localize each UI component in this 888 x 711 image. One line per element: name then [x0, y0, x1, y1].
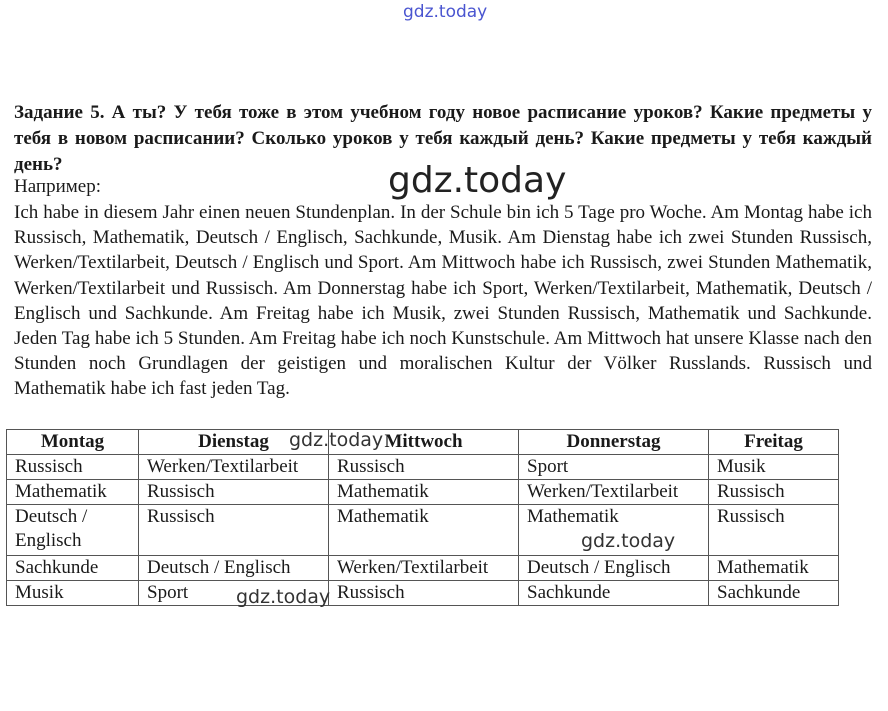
schedule-table: [6, 429, 839, 606]
table-cell: Mathematik: [329, 505, 519, 556]
table-cell: Russisch: [329, 581, 519, 606]
table-cell: Sachkunde: [519, 581, 709, 606]
watermark-top: gdz.today: [403, 2, 488, 22]
watermark-table-2: gdz.today: [581, 530, 676, 552]
header-donnerstag: Donnerstag: [519, 430, 709, 455]
table-cell: Werken/Textilarbeit: [519, 480, 709, 505]
watermark-table-3: gdz.today: [236, 586, 331, 608]
table-row: [7, 505, 839, 556]
table-row: [7, 480, 839, 505]
table-row: [7, 455, 839, 480]
table-cell: Sachkunde: [709, 581, 839, 606]
header-mittwoch: Mittwoch: [329, 430, 519, 455]
watermark-table-1: gdz.today: [289, 429, 384, 451]
table-cell: Russisch: [7, 455, 139, 480]
table-cell: Mathematik: [329, 480, 519, 505]
table-row: [7, 581, 839, 606]
table-cell: Musik: [7, 581, 139, 606]
table-cell: Sport: [139, 581, 329, 606]
table-cell: Musik: [709, 455, 839, 480]
table-cell: Mathematik: [519, 505, 709, 556]
table-cell: Mathematik: [709, 556, 839, 581]
table-cell: Deutsch / Englisch: [139, 556, 329, 581]
table-cell: Russisch: [709, 505, 839, 556]
table-cell: Russisch: [329, 455, 519, 480]
header-freitag: Freitag: [709, 430, 839, 455]
table-cell: Werken/Textilarbeit: [329, 556, 519, 581]
watermark-center: gdz.today: [388, 160, 567, 201]
example-label: Например:: [14, 176, 101, 197]
example-text: Ich habe in diesem Jahr einen neuen Stundenplan. In der Schule bin ich 5 Tage pro Woche. Am Montag habe ich Russisch, Mathematik, Deutsch / Englisch, Sachkunde, Musik. Am Dienstag habe ich zwei Stunden Russisch, Werken/Textilarbeit, Deutsch / Englisch und Sport. Am Mittwoch habe ich Russisch, zwei Stunden Mathematik, Werken/Textilarbeit und Russisch. Am Donnerstag habe ich Sport, Werken/Textilarbeit, Mathematik, Deutsch / Englisch und Sachkunde. Am Freitag habe ich Musik, zwei Stunden Russisch, Mathematik und Sachkunde. Jeden Tag habe ich 5 Stunden. Am Freitag habe ich noch Kunstschule. Am Mittwoch hat unsere Klasse nach den Stunden noch Grundlagen der geistigen und moralischen Kultur der Völker Russlands. Russisch und Mathematik habe ich fast jeden Tag.: [14, 202, 872, 400]
table-cell: Russisch: [139, 480, 329, 505]
table-cell: Sachkunde: [7, 556, 139, 581]
header-dienstag: Dienstag: [139, 430, 329, 455]
header-montag: Montag: [7, 430, 139, 455]
table-cell: Sport: [519, 455, 709, 480]
table-cell: Deutsch / Englisch: [7, 505, 139, 556]
table-cell: Deutsch / Englisch: [519, 556, 709, 581]
table-cell: Russisch: [709, 480, 839, 505]
table-cell: Russisch: [139, 505, 329, 556]
table-cell: Werken/Textilarbeit: [139, 455, 329, 480]
task-heading: Задание 5. А ты? У тебя тоже в этом учебном году новое расписание уроков? Какие предметы у тебя в новом расписании? Сколько уроков у тебя каждый день? Какие предметы у тебя каждый день?: [14, 102, 872, 175]
table-cell: Mathematik: [7, 480, 139, 505]
table-row: [7, 556, 839, 581]
table-header-row: [7, 430, 839, 455]
